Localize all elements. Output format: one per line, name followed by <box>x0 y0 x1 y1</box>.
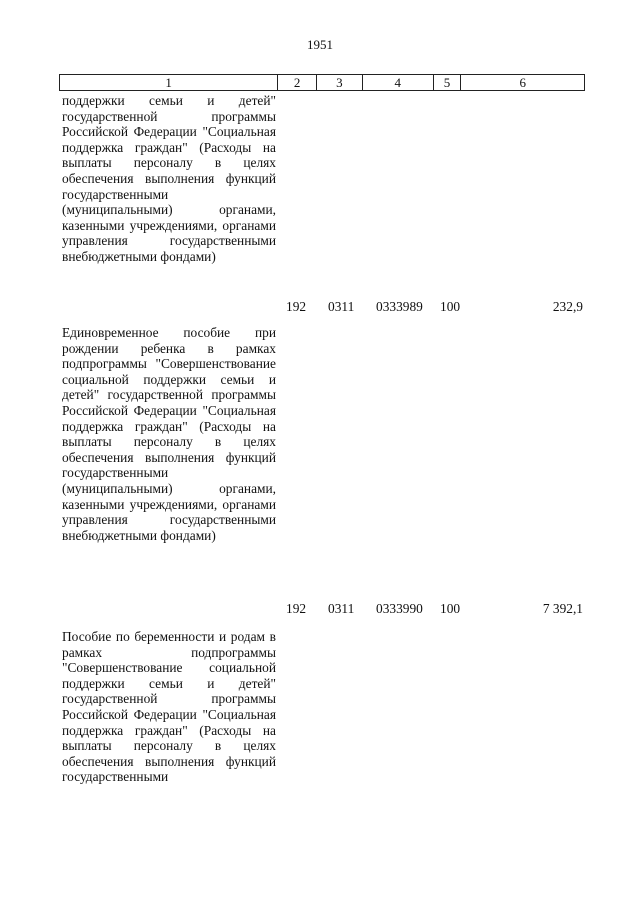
row-description: Единовременное пособие при рождении ребенка в рамках подпрограммы "Совершенствование социальной поддержки семьи и детей" государственной программы Российской Федерации "Социальная поддержка граждан" (Расходы на выплаты персоналу в целях обеспечения выполнения функций государственными (муниципальными) органами, казенными учреждениями, органами управления государственными внебюджетными фондами) <box>62 325 276 543</box>
expense-type-code: 100 <box>440 299 461 314</box>
target-code: 0333989 <box>376 299 423 314</box>
page-number: 1951 <box>307 37 333 52</box>
target-code: 0333990 <box>376 601 423 616</box>
column-number-3: 3 <box>317 75 363 90</box>
section-code: 0311 <box>328 601 355 616</box>
column-number-1: 1 <box>60 75 278 90</box>
column-number-4: 4 <box>363 75 434 90</box>
section-code: 0311 <box>328 299 355 314</box>
row-description: поддержки семьи и детей" государственной программы Российской Федерации "Социальная поддержка граждан" (Расходы на выплаты персоналу в целях обеспечения выполнения функций государственными (муниципальными) органами, казенными учреждениями, органами управления государственными внебюджетными фондами) <box>62 93 276 264</box>
expense-type-code: 100 <box>440 601 461 616</box>
ministry-code: 192 <box>286 601 307 616</box>
column-number-5: 5 <box>434 75 462 90</box>
column-number-2: 2 <box>278 75 317 90</box>
row-description: Пособие по беременности и родам в рамках подпрограммы "Совершенствование социальной поддержки семьи и детей" государственной программы Российской Федерации "Социальная поддержка граждан" (Расходы на выплаты персоналу в целях обеспечения выполнения функций государственными <box>62 629 276 785</box>
amount-value: 232,9 <box>552 299 583 314</box>
ministry-code: 192 <box>286 299 307 314</box>
amount-value: 7 392,1 <box>542 601 583 616</box>
table-column-header <box>59 74 585 91</box>
column-number-6: 6 <box>519 74 526 90</box>
